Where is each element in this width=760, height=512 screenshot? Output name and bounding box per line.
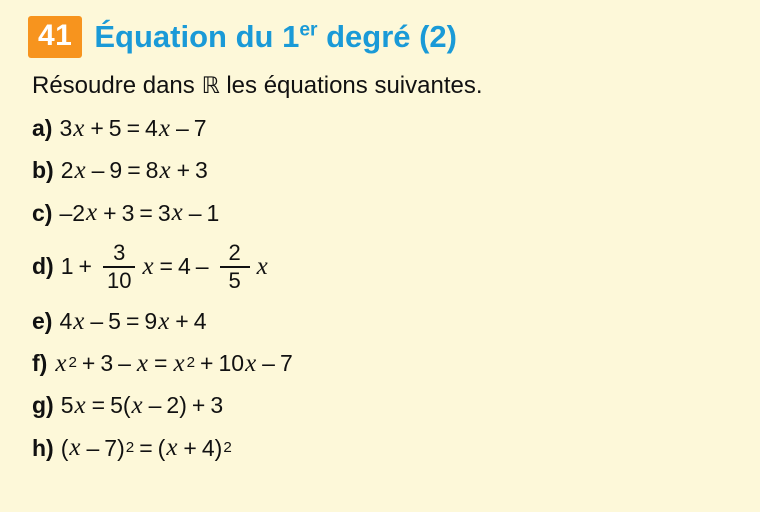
item-equation: –2 x + 3 = 3 x – 1 [59,199,220,227]
fraction-numerator: 3 [113,240,126,266]
item-label: e) [32,307,53,334]
item-label: g) [32,392,54,419]
exercise-instruction [32,72,736,101]
list-item [32,384,736,426]
item-equation: 4 x – 5 = 9 x + 4 [59,307,207,335]
item-equation: 1 + $\frac{3}{10}$ x = 4 – $\frac{2}{5}$ x [60,240,268,293]
item-label: b) [32,157,54,184]
exercise-title-main: Équation du 1 [94,18,300,54]
equation-list [28,107,736,469]
exercise-title [94,20,457,54]
list-item [32,149,736,191]
list-item [32,234,736,300]
list-item [32,107,736,149]
item-equation: ( x – 7) 2 = ( x + 4) 2 [60,434,232,462]
instruction-after: les équations suivantes. [219,72,483,99]
exercise-number-badge: 41 [28,16,82,58]
fraction-two-fifths [220,241,250,291]
real-numbers-symbol: ℝ [201,73,220,99]
item-equation: 2 x – 9 = 8 x + 3 [60,157,208,185]
item-label: a) [32,115,53,142]
fraction-denominator: 5 [228,267,241,293]
fraction-denominator: 10 [106,267,132,293]
item-equation: x 2 + 3 – x = x 2 + 10 x – 7 [55,349,293,377]
item-equation: 5 x = 5( x – 2) + 3 [60,392,224,420]
list-item [32,426,736,468]
list-item [32,191,736,233]
list-item [32,342,736,384]
item-label: d) [32,253,54,280]
fraction-three-tenths [103,241,135,291]
item-label: h) [32,434,54,461]
instruction-before: Résoudre dans [32,72,202,99]
exercise-title-superscript: er [299,19,318,41]
item-equation: 3 x + 5 = 4 x – 7 [59,114,207,142]
item-label: f) [32,350,48,377]
exercise-header [28,16,736,58]
fraction-numerator: 2 [228,240,241,266]
item-label: c) [32,199,53,226]
exercise-title-rest: degré (2) [317,18,457,54]
list-item [32,300,736,342]
